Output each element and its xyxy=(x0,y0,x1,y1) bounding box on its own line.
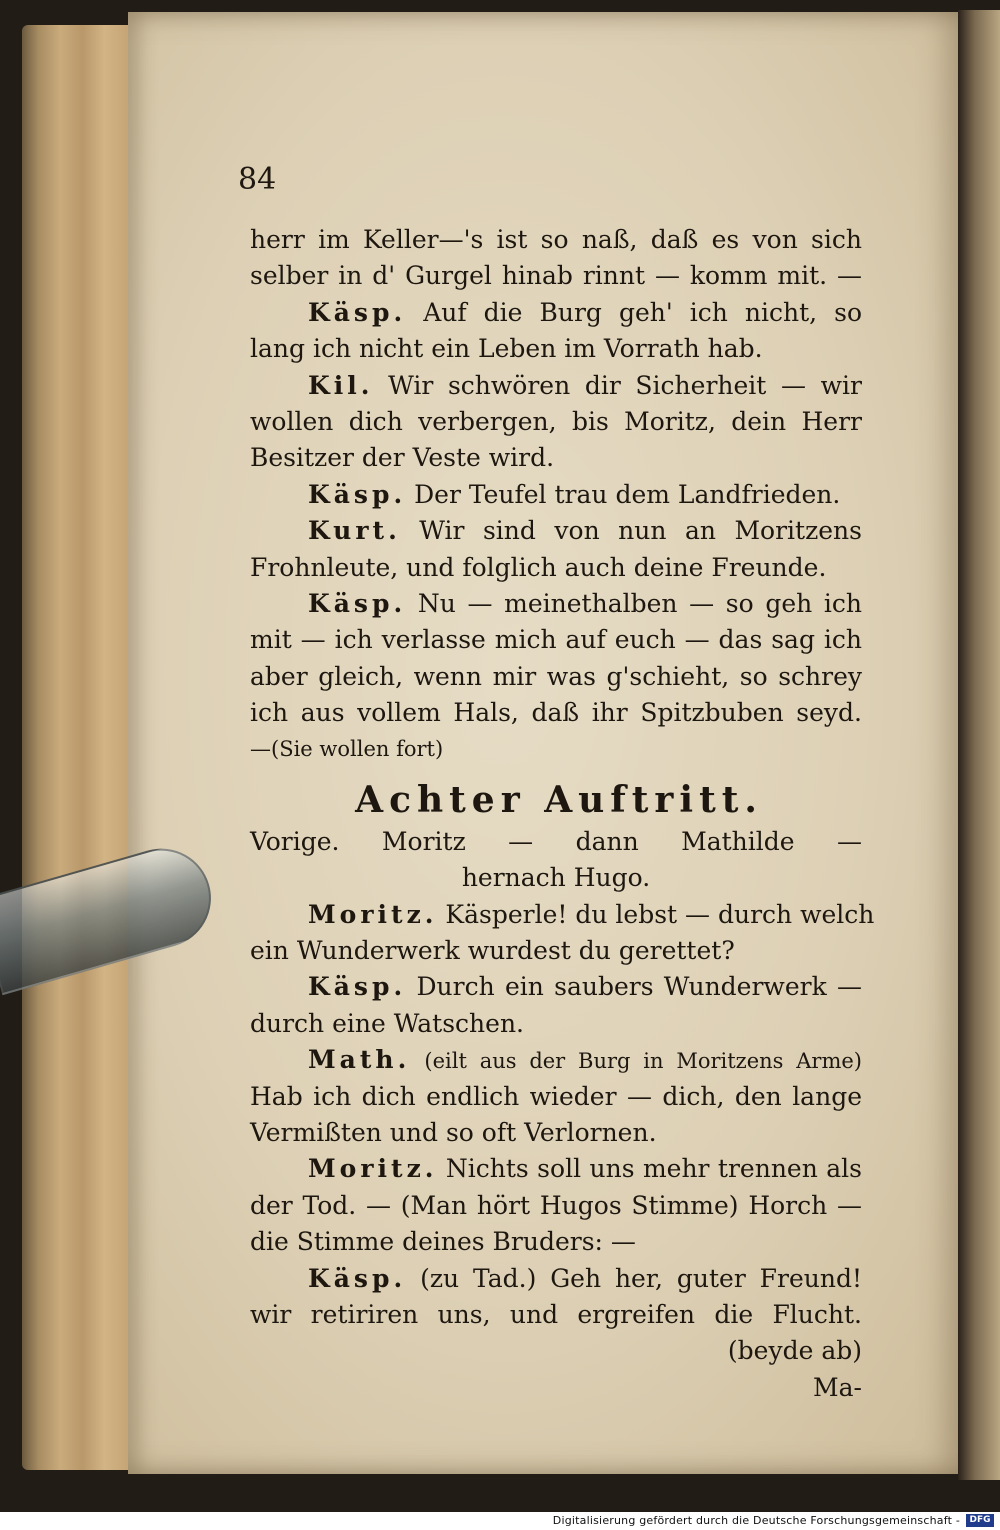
page-text xyxy=(250,222,875,1406)
speaker-name: Käsp. xyxy=(308,297,407,327)
speaker-name: Math. xyxy=(308,1045,411,1075)
speech-line: lang ich nicht ein Leben im Vorrath hab. xyxy=(250,334,763,364)
speaker-name: Käsp. xyxy=(308,1263,407,1293)
speaker-name: Kil. xyxy=(308,370,374,400)
catchword: Ma- xyxy=(813,1372,862,1402)
speech-line: der Tod. — (Man hört Hugos Stimme) Horch — xyxy=(250,1190,862,1220)
page-number: 84 xyxy=(238,162,277,197)
text-line: selber in d' Gurgel hinab rinnt — komm mit. — xyxy=(250,261,862,291)
cast-list: hernach Hugo. xyxy=(461,863,651,893)
footer-credit: Digitalisierung gefördert durch die Deutsche Forschungsgemeinschaft - xyxy=(552,1514,960,1527)
speech-line xyxy=(250,969,862,1005)
speech-line: mit — ich verlasse mich auf euch — das sag ich xyxy=(250,625,862,655)
speech-text: Auf die Burg geh' ich nicht, so xyxy=(423,297,862,327)
speech-line xyxy=(250,513,862,549)
speaker-name: Käsp. xyxy=(308,588,407,618)
speech-line: Hab ich dich endlich wieder — dich, den lange xyxy=(250,1081,862,1111)
speech-text: Wir schwören dir Sicherheit — wir xyxy=(388,370,862,400)
speaker-name: Käsp. xyxy=(308,972,407,1002)
speech-text: Durch ein saubers Wunderwerk — xyxy=(416,972,862,1002)
speech-line: Vermißten und so oft Verlornen. xyxy=(250,1117,657,1147)
speech-line: ich aus vollem Hals, daß ihr Spitzbuben seyd. xyxy=(250,698,862,728)
cast-list: Vorige. Moritz — dann Mathilde — xyxy=(250,826,862,856)
book-page-edges xyxy=(22,25,132,1470)
speech-line xyxy=(250,368,862,404)
speech-line xyxy=(250,477,862,513)
speech-text: (zu Tad.) Geh her, guter Freund! xyxy=(420,1263,862,1293)
speech-line xyxy=(250,295,862,331)
speech-line: aber gleich, wenn mir was g'schieht, so schrey xyxy=(250,661,862,691)
speech-line xyxy=(250,1261,862,1297)
speech-line xyxy=(250,1151,862,1187)
speech-line xyxy=(250,1042,862,1078)
speech-line: durch eine Watschen. xyxy=(250,1008,524,1038)
speech-line: wollen dich verbergen, bis Moritz, dein Herr xyxy=(250,406,862,436)
speech-line: Frohnleute, und folglich auch deine Freunde. xyxy=(250,552,827,582)
book-gutter xyxy=(958,10,1000,1480)
speaker-name: Moritz. xyxy=(308,1154,438,1184)
speech-text: Nichts soll uns mehr trennen als xyxy=(445,1154,862,1184)
stage-direction: (beyde ab) xyxy=(727,1336,862,1366)
speech-text: Nu — meinethalben — so geh ich xyxy=(417,588,863,618)
speech-line: Besitzer der Veste wird. xyxy=(250,443,555,473)
speaker-name: Käsp. xyxy=(308,479,407,509)
speaker-name: Moritz. xyxy=(308,899,438,929)
speech-text: Der Teufel trau dem Landfrieden. xyxy=(414,479,841,509)
scene-heading: Achter Auftritt. xyxy=(355,778,763,821)
dfg-logo-icon: DFG xyxy=(966,1514,994,1527)
speech-line: ein Wunderwerk wurdest du gerettet? xyxy=(250,936,735,966)
speech-line: wir retiriren uns, und ergreifen die Flucht. xyxy=(250,1299,862,1329)
speech-text: Wir sind von nun an Moritzens xyxy=(419,516,862,546)
speaker-name: Kurt. xyxy=(308,516,401,546)
speech-line xyxy=(250,586,862,622)
speech-line xyxy=(250,897,875,933)
stage-direction: (eilt aus der Burg in Moritzens Arme) xyxy=(424,1049,862,1074)
text-line: herr im Keller—'s ist so naß, daß es von sich xyxy=(250,225,862,254)
stage-direction: —(Sie wollen fort) xyxy=(250,737,444,762)
speech-text: Käsperle! du lebst — durch welch xyxy=(445,899,875,929)
speech-line: die Stimme deines Bruders: — xyxy=(250,1227,636,1257)
